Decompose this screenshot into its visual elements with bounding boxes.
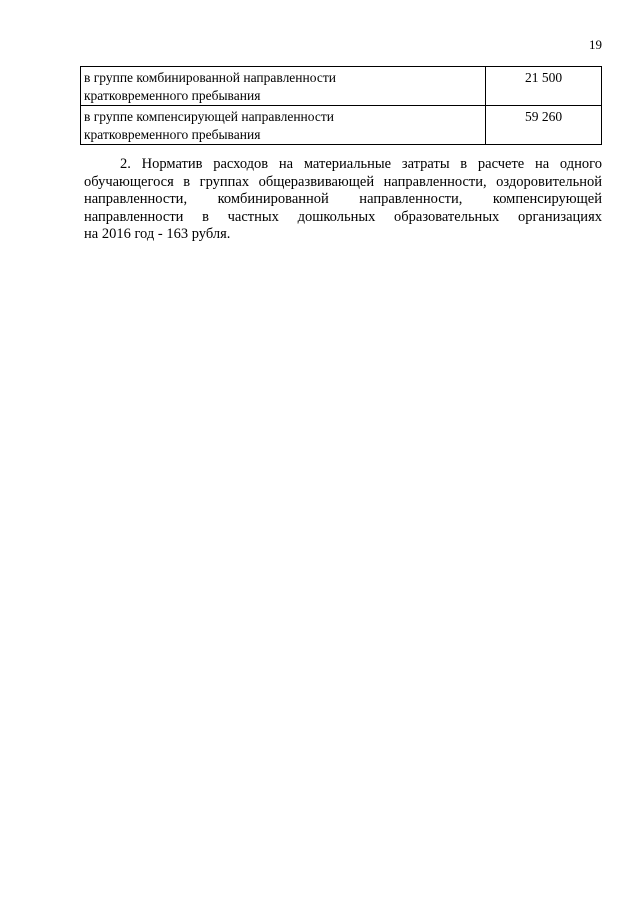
group-type-line: в группе компенсирующей направленности <box>84 109 334 124</box>
norm-value-cell: 59 260 <box>486 106 602 145</box>
page-number: 19 <box>589 37 602 52</box>
group-type-line: кратковременного пребывания <box>84 87 261 103</box>
paragraph-line: направленности в частных дошкольных образовательных организациях <box>84 208 602 225</box>
group-type-line: кратковременного пребывания <box>84 126 261 142</box>
norm-value-cell: 21 500 <box>486 67 602 106</box>
table-row <box>81 106 602 145</box>
group-type-line: в группе комбинированной направленности <box>84 70 336 85</box>
paragraph-line: на 2016 год - 163 рубля. <box>84 226 231 243</box>
paragraph-line: направленности, комбинированной направленности, компенсирующей <box>84 191 602 208</box>
group-type-cell <box>81 67 486 106</box>
expense-norms-table <box>80 66 602 145</box>
paragraph-line: 2. Норматив расходов на материальные затраты в расчете на одного <box>120 156 602 172</box>
group-type-cell <box>81 106 486 145</box>
table-row <box>81 67 602 106</box>
paragraph-line: обучающегося в группах общеразвивающей направленности, оздоровительной <box>84 173 602 190</box>
material-costs-paragraph <box>84 156 602 244</box>
